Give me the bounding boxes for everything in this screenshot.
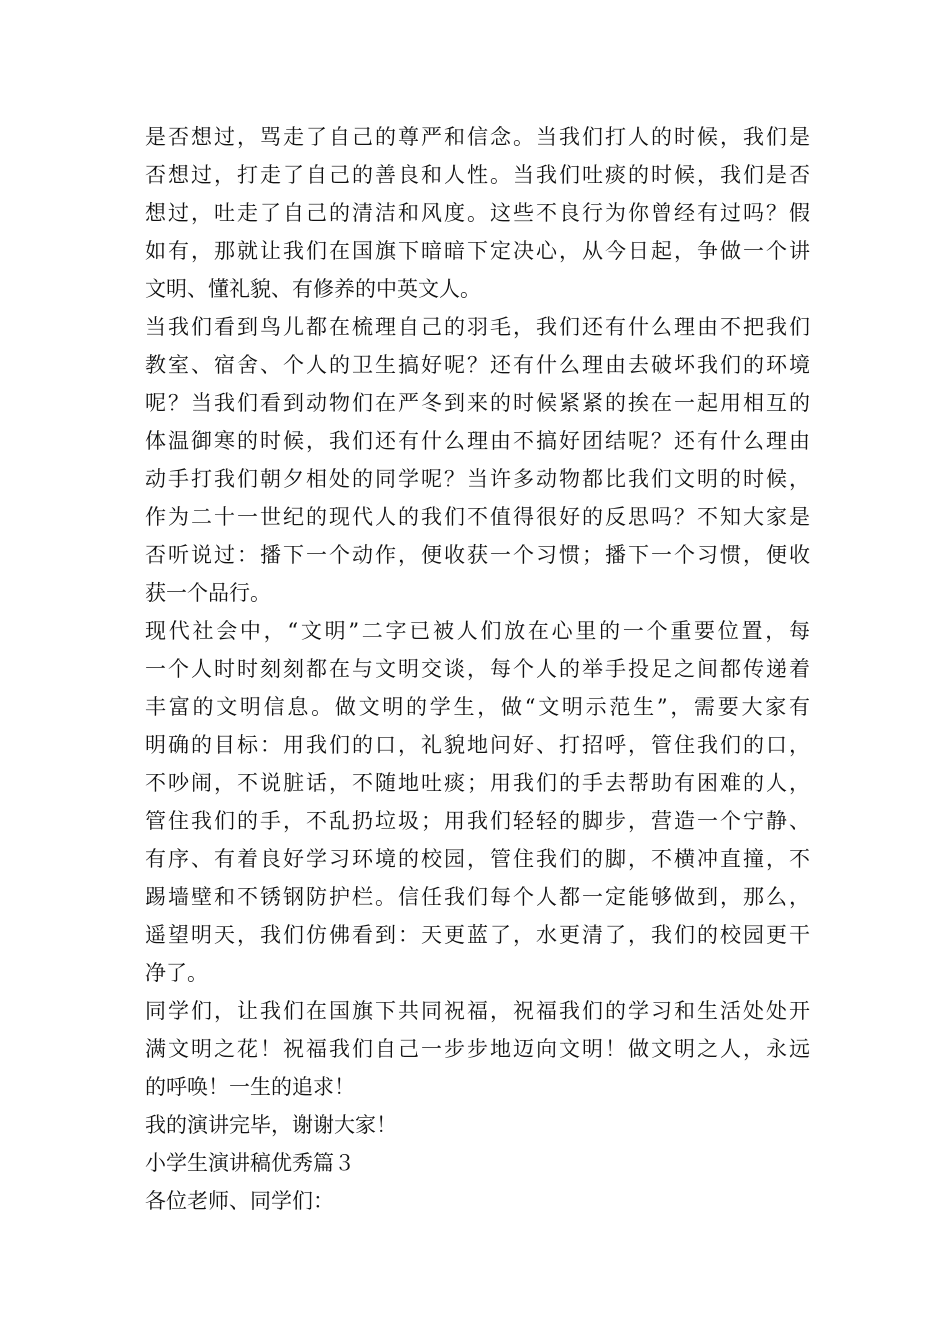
text-line: 的呼唤！一生的追求！ xyxy=(145,1075,355,1099)
text-line: 当我们看到鸟儿都在梳理自己的羽毛，我们还有什么理由不把我们 xyxy=(145,315,810,339)
text-line: 明确的目标：用我们的口，礼貌地问好、打招呼，管住我们的口， xyxy=(145,733,810,757)
text-line: 呢？当我们看到动物们在严冬到来的时候紧紧的挨在一起用相互的 xyxy=(145,391,810,415)
text-line: 想过，吐走了自己的清洁和风度。这些不良行为你曾经有过吗？假 xyxy=(145,201,810,225)
text-line: 遥望明天，我们仿佛看到：天更蓝了，水更清了，我们的校园更干 xyxy=(145,923,810,947)
text-line: 我的演讲完毕，谢谢大家！ xyxy=(145,1113,397,1137)
text-line: 管住我们的手，不乱扔垃圾；用我们轻轻的脚步，营造一个宁静、 xyxy=(145,809,810,833)
text-line: 现代社会中，“文明”二字已被人们放在心里的一个重要位置，每 xyxy=(145,619,810,643)
document-body xyxy=(145,118,810,1220)
text-line: 踢墙壁和不锈钢防护栏。信任我们每个人都一定能够做到，那么， xyxy=(145,885,810,909)
text-line: 丰富的文明信息。做文明的学生，做“文明示范生”，需要大家有 xyxy=(145,695,810,719)
text-line: 有序、有着良好学习环境的校园，管住我们的脚，不横冲直撞，不 xyxy=(145,847,810,871)
text-line: 是否想过，骂走了自己的尊严和信念。当我们打人的时候，我们是 xyxy=(145,125,810,149)
text-line: 作为二十一世纪的现代人的我们不值得很好的反思吗？不知大家是 xyxy=(145,505,810,529)
text-line: 如有，那就让我们在国旗下暗暗下定决心，从今日起，争做一个讲 xyxy=(145,239,810,263)
text-line: 教室、宿舍、个人的卫生搞好呢？还有什么理由去破坏我们的环境 xyxy=(145,353,810,377)
salutation: 各位老师、同学们： xyxy=(145,1189,334,1213)
text-line: 动手打我们朝夕相处的同学呢？当许多动物都比我们文明的时候， xyxy=(145,467,810,491)
text-line: 体温御寒的时候，我们还有什么理由不搞好团结呢？还有什么理由 xyxy=(145,429,810,453)
text-line: 同学们，让我们在国旗下共同祝福，祝福我们的学习和生活处处开 xyxy=(145,999,810,1023)
text-line: 获一个品行。 xyxy=(145,581,271,605)
text-line: 净了。 xyxy=(145,961,208,985)
text-line: 一个人时时刻刻都在与文明交谈，每个人的举手投足之间都传递着 xyxy=(145,657,810,681)
text-line: 满文明之花！祝福我们自己一步步地迈向文明！做文明之人，永远 xyxy=(145,1037,810,1061)
section-heading: 小学生演讲稿优秀篇３ xyxy=(145,1151,355,1175)
text-line: 文明、懂礼貌、有修养的中英文人。 xyxy=(145,277,481,301)
text-line: 不吵闹，不说脏话，不随地吐痰；用我们的手去帮助有困难的人， xyxy=(145,771,810,795)
text-line: 否听说过：播下一个动作，便收获一个习惯；播下一个习惯，便收 xyxy=(145,543,810,567)
text-line: 否想过，打走了自己的善良和人性。当我们吐痰的时候，我们是否 xyxy=(145,163,810,187)
